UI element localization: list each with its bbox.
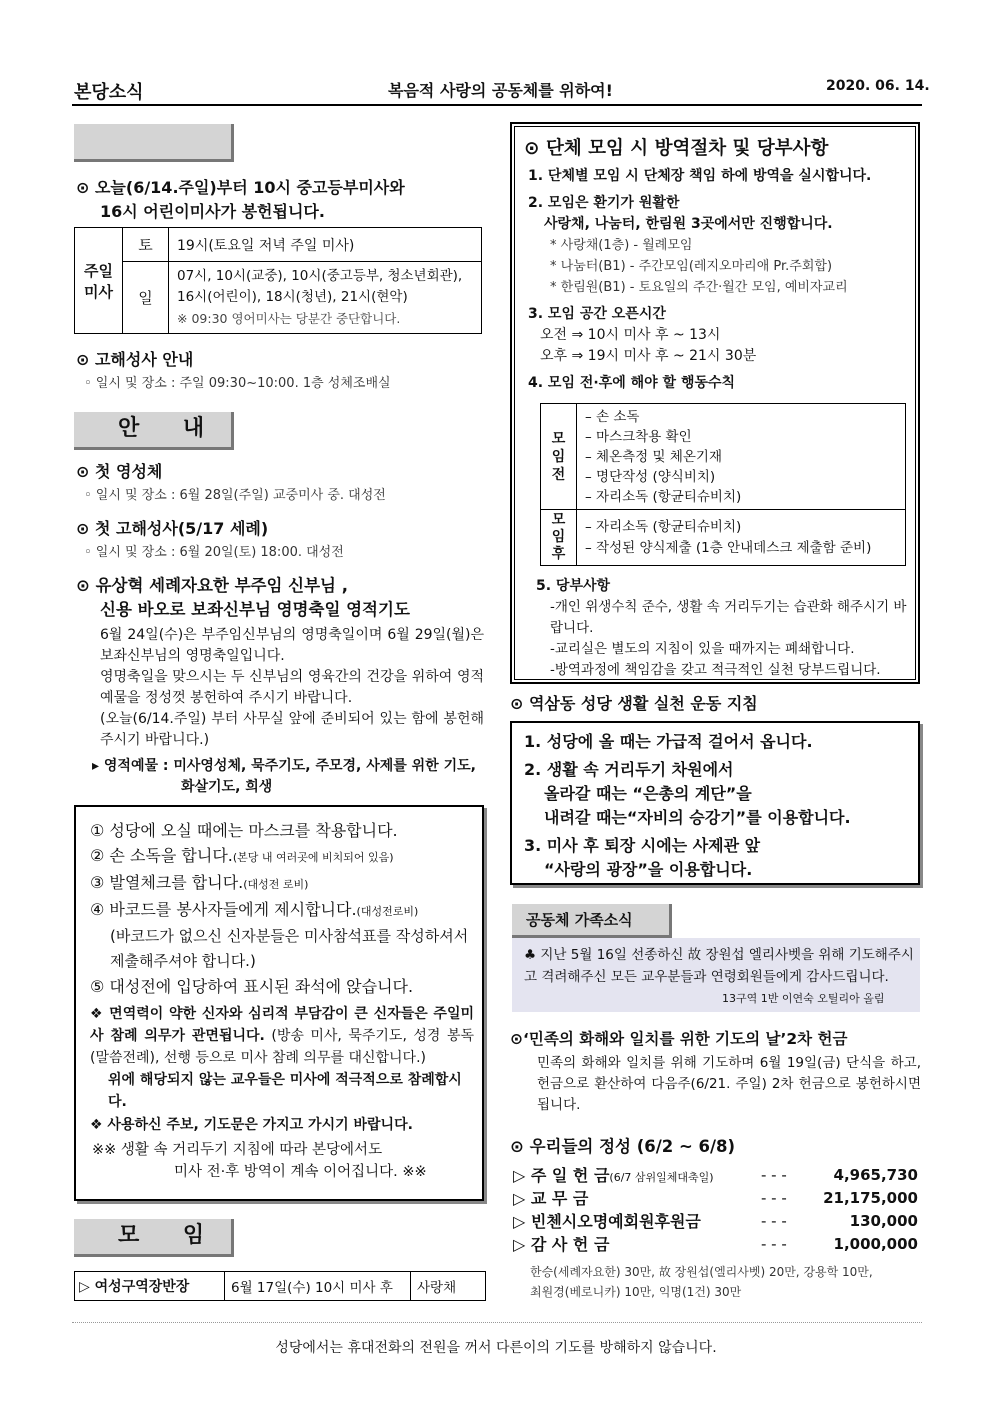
conduct-table — [540, 403, 906, 566]
spiritual-gift-line2: 화살기도, 희생 — [181, 779, 273, 795]
meeting-place: 사랑채 — [411, 1272, 486, 1301]
sincerity-row — [513, 1232, 918, 1255]
family-news-sign: 13구역 1반 이연숙 오틸리아 올림 — [722, 992, 885, 1005]
distancing-note-line1: ※※ 생활 속 거리두기 지침에 따라 본당에서도 — [92, 1142, 383, 1158]
exemption-detail: (방송 미사, 묵주기도, 성경 봉독(말씀전례), 선행 등으로 미사 참례 의무를 대신합니다.) — [90, 1028, 474, 1066]
offering-title: ⊙‘민족의 화해와 일치를 위한 기도의 날’2차 헌금 — [510, 1030, 848, 1048]
confession-info: ◦ 일시 및 장소 : 주일 09:30~10:00. 1층 성체조배실 — [84, 376, 391, 391]
schedule-sun-line1: 07시, 10시(교중), 10시(중고등부, 청소년회관), — [177, 268, 463, 284]
thanks-detail-line2: 최원경(베로니카) 10만, 익명(1건) 30만 — [530, 1285, 742, 1299]
group-guidelines-body — [528, 166, 913, 394]
first-confession-info: ◦ 일시 및 장소 : 6월 20일(토) 18:00. 대성전 — [84, 545, 344, 560]
campaign-2-elevator: 내려갈 때는“자비의 승강기”를 이용합니다. — [544, 808, 851, 827]
before-item: – 자리소독 (항균티슈비치) — [585, 488, 742, 505]
request-b: -교리실은 별도의 지침이 있을 때까지는 폐쇄합니다. — [550, 641, 855, 657]
guideline-1: 1. 단체별 모임 시 단체장 책임 하에 방역을 실시합니다. — [528, 168, 872, 184]
after-item: – 작성된 양식제출 (1층 안내데스크 제출함 준비) — [585, 539, 872, 556]
requests — [536, 576, 910, 681]
guideline-3: 3. 모임 공간 오픈시간 — [528, 306, 666, 322]
rule-2-note: (본당 내 여러곳에 비치되어 있음) — [232, 851, 394, 864]
rule-3-text: ③ 발열체크를 합니다. — [90, 873, 244, 892]
sincerity-row — [513, 1186, 918, 1209]
before-item: – 명단작성 (양식비치) — [585, 468, 716, 485]
family-news-heading: 공동체 가족소식 — [512, 904, 672, 938]
row-amount: 1,000,000 — [833, 1234, 918, 1253]
campaign-3-plaza: “사랑의 광장”을 이용합니다. — [544, 860, 753, 879]
guideline-2-places: 사랑채, 나눔터, 한림원 3곳에서만 진행합니다. — [544, 216, 833, 232]
distancing-note-line2: 미사 전·후 방역이 계속 이어집니다. ※※ — [174, 1164, 427, 1180]
request-c: -방역과정에 책임감을 갖고 적극적인 실천 당부드립니다. — [550, 662, 881, 678]
after-item: – 자리소독 (항균티슈비치) — [585, 518, 742, 535]
sincerity-table — [513, 1163, 918, 1255]
bulletin-note: ❖ 사용하신 주보, 기도문은 가지고 가시기 바랍니다. — [90, 1117, 413, 1133]
rule-3-note: (대성전 로비) — [243, 878, 309, 891]
row-label: ▷ 감 사 헌 금 — [513, 1235, 610, 1254]
campaign-2: 2. 생활 속 거리두기 차원에서 — [524, 760, 734, 779]
feast-para3: (오늘(6/14.주일) 부터 사무실 앞에 준비되어 있는 함에 봉헌해주시기 바랍니다.) — [100, 711, 484, 748]
meeting-name: ▷ 여성구역장반장 — [75, 1272, 225, 1301]
campaign-3: 3. 미사 후 퇴장 시에는 사제관 앞 — [524, 836, 761, 855]
schedule-sun-line2: 16시(어린이), 18시(청년), 21시(현악) — [177, 289, 408, 305]
guideline-5: 5. 당부사항 — [536, 578, 611, 594]
row-dash: - - - — [761, 1234, 787, 1253]
rule-2 — [90, 843, 474, 870]
guideline-2: 2. 모임은 환기가 원활한 — [528, 195, 680, 211]
exemption-note — [90, 1003, 474, 1069]
schedule-sun-note: ※ 09:30 영어미사는 당분간 중단합니다. — [177, 311, 401, 326]
before-item: – 마스크착용 확인 — [585, 428, 692, 445]
guideline-4: 4. 모임 전·후에 해야 할 행동수칙 — [528, 375, 736, 391]
meeting-table — [74, 1271, 486, 1301]
row-note: (6/7 삼위일체대축일) — [609, 1171, 714, 1184]
row-label: ▷ 빈첸시오명예회원후원금 — [513, 1212, 701, 1231]
rule-4-detail: (바코드가 없으신 신자분들은 미사참석표를 작성하셔서 제출해주셔야 합니다.) — [110, 927, 469, 970]
thanks-detail-line1: 한승(세례자요한) 30만, 故 장원섭(엘리사벳) 20만, 강용학 10만, — [530, 1265, 873, 1279]
rule-3 — [90, 870, 474, 897]
meeting-heading: 모 임 — [74, 1219, 234, 1257]
rule-4-note: (대성전로비) — [356, 905, 419, 918]
schedule-group: 주일 미사 — [75, 228, 123, 334]
page-title: 복음적 사랑의 공동체를 위하여! — [388, 81, 613, 100]
row-dash: - - - — [761, 1211, 787, 1230]
before-meeting-list — [577, 404, 906, 510]
liturgy-notice-line2: 16시 어린이미사가 봉헌됩니다. — [100, 202, 325, 221]
guideline-2b: * 나눔터(B1) - 주간모임(레지오마리애 Pr.주회합) — [550, 259, 833, 274]
thanks-detail — [530, 1262, 873, 1302]
section-label: 본당소식 — [74, 82, 144, 103]
meeting-time: 6월 17일(수) 10시 미사 후 — [225, 1272, 411, 1301]
exemption-bold: ❖ 면역력이 약한 신자와 심리적 부담감이 큰 신자들은 주일미사 참례 의무가 관면됩니다. — [90, 1006, 474, 1044]
participation-note: 위에 해당되지 않는 교우들은 미사에 적극적으로 참례합시다. — [108, 1072, 462, 1110]
request-a: -개인 위생수칙 준수, 생활 속 거리두기는 습관화 해주시기 바랍니다. — [550, 599, 907, 636]
before-meeting-label: 모 임 전 — [541, 404, 577, 510]
header-divider — [72, 104, 922, 106]
guideline-2a: * 사랑채(1층) - 월례모임 — [550, 238, 693, 253]
feast-para1: 6월 24일(수)은 부주임신부님의 영명축일이며 6월 29일(월)은 보좌신부님의 영명축일입니다. — [100, 627, 484, 664]
row-label: ▷ 교 무 금 — [513, 1189, 589, 1208]
row-label: ▷ 주 일 헌 금 — [513, 1166, 610, 1185]
rule-2-text: ② 손 소독을 합니다. — [90, 846, 233, 865]
before-item: – 체온측정 및 체온기재 — [585, 448, 722, 465]
before-item: – 손 소독 — [585, 408, 640, 425]
family-news-text: ♣ 지난 5월 16일 선종하신 故 장원섭 엘리사벳을 위해 기도해주시고 격려해주신 모든 교우분들과 연령회원들에게 감사드립니다. — [524, 947, 914, 985]
row-dash: - - - — [761, 1188, 787, 1207]
guideline-3a: 오전 ⇒ 10시 미사 후 ~ 13시 — [540, 327, 721, 343]
notice-heading: 안 내 — [74, 412, 234, 450]
campaign-1: 1. 성당에 올 때는 가급적 걸어서 옵니다. — [524, 732, 813, 751]
feast-title-line1: ⊙ 유상혁 세례자요한 부주임 신부님 , — [76, 576, 348, 595]
guideline-3b: 오후 ⇒ 19시 미사 후 ~ 21시 30분 — [540, 348, 757, 364]
row-amount: 4,965,730 — [833, 1165, 918, 1184]
schedule-sun-cell — [169, 262, 482, 334]
row-dash: - - - — [761, 1165, 787, 1184]
rule-4 — [90, 897, 474, 924]
rule-4-text: ④ 바코드를 봉사자들에게 제시합니다. — [90, 900, 357, 919]
sincerity-row — [513, 1209, 918, 1232]
issue-date: 2020. 06. 14. — [826, 78, 930, 94]
feast-body — [100, 625, 484, 751]
first-communion-title: ⊙ 첫 영성체 — [76, 462, 163, 481]
guideline-2c: * 한림원(B1) - 토요일의 주간·월간 모임, 예비자교리 — [550, 280, 848, 295]
feast-title-line2: 신용 바오로 보좌신부님 영명축일 영적기도 — [100, 600, 410, 619]
schedule-day-sat: 토 — [123, 228, 169, 262]
first-confession-title: ⊙ 첫 고해성사(5/17 세례) — [76, 519, 269, 538]
schedule-sat-text: 19시(토요일 저녁 주일 미사) — [169, 228, 482, 262]
group-guidelines-title: ⊙ 단체 모임 시 방역절차 및 당부사항 — [524, 138, 829, 159]
campaign-title: ⊙ 역삼동 성당 생활 실천 운동 지침 — [510, 694, 758, 713]
footer-note: 성당에서는 휴대전화의 전원을 꺼서 다른이의 기도를 방해하지 않습니다. — [275, 1340, 717, 1356]
rule-1: ① 성당에 오실 때에는 마스크를 착용합니다. — [90, 821, 398, 840]
sincerity-row — [513, 1163, 918, 1186]
after-meeting-list — [577, 510, 906, 566]
campaign-2-stairs: 올라갈 때는 “은총의 계단”을 — [544, 784, 752, 803]
schedule-day-sun: 일 — [123, 262, 169, 334]
sincerity-title: ⊙ 우리들의 정성 (6/2 ~ 6/8) — [510, 1137, 736, 1156]
spiritual-gift-line1: ▸ 영적예물 : 미사영성체, 묵주기도, 주모경, 사제를 위한 기도, — [92, 758, 476, 774]
offering-text: 민족의 화해와 일치를 위해 기도하며 6월 19일(금) 단식을 하고, 헌금으로 환산하여 다음주(6/21. 주일) 2차 헌금으로 봉헌하시면 됩니다. — [537, 1055, 921, 1113]
mass-rules-list — [90, 818, 474, 1183]
campaign-list — [524, 730, 914, 882]
after-meeting-label: 모 임 후 — [541, 510, 577, 566]
first-communion-info: ◦ 일시 및 장소 : 6월 28일(주일) 교중미사 중. 대성전 — [84, 488, 386, 503]
liturgy-notice-line1: ⊙ 오늘(6/14.주일)부터 10시 중고등부미사와 — [76, 178, 405, 197]
rule-5: ⑤ 대성전에 입당하여 표시된 좌석에 앉습니다. — [90, 977, 414, 996]
footer-divider — [72, 1322, 922, 1323]
mass-schedule-table — [74, 227, 482, 334]
feast-para2: 영명축일을 맞으시는 두 신부님의 영육간의 건강을 위하여 영적예물을 정성껏 봉헌하여 주시기 바랍니다. — [100, 669, 484, 706]
confession-title: ⊙ 고해성사 안내 — [76, 350, 194, 369]
row-amount: 21,175,000 — [823, 1188, 918, 1207]
row-amount: 130,000 — [849, 1211, 918, 1230]
